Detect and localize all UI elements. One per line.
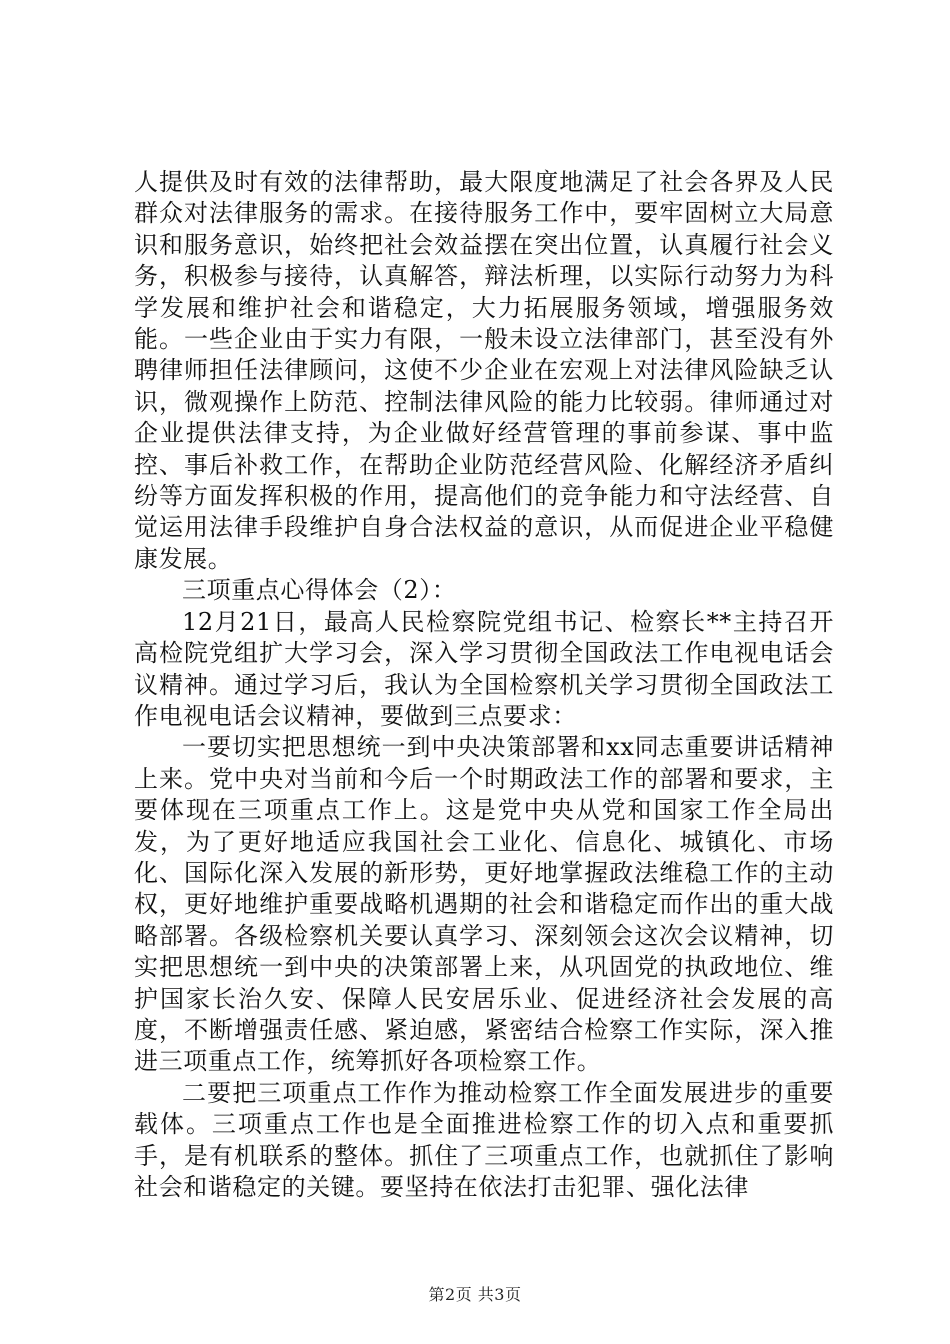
paragraph-requirement-two: 二要把三项重点工作作为推动检察工作全面发展进步的重要载体。三项重点工作也是全面推进检察工作的切入点和重要抓手，是有机联系的整体。抓住了三项重点工作，也就抓住了影响社会和谐稳定的关键。要坚持在依法打击犯罪、强化法律: [134, 1078, 834, 1201]
paragraph-heading-reflection-2: 三项重点心得体会（2）：: [182, 576, 457, 605]
page-number-footer: 第2页 共3页: [428, 1285, 522, 1304]
document-body: [134, 167, 834, 1203]
paragraph-legal-services: 人提供及时有效的法律帮助，最大限度地满足了社会各界及人民群众对法律服务的需求。在接待服务工作中，要牢固树立大局意识和服务意识，始终把社会效益摆在突出位置，认真履行社会义务，积极参与接待，认真解答，辩法析理，以实际行动努力为科学发展和维护社会和谐稳定，大力拓展服务领域，增强服务效能。一些企业由于实力有限，一般未设立法律部门，甚至没有外聘律师担任法律顾问，这使不少企业在宏观上对法律风险缺乏认识，微观操作上防范、控制法律风险的能力比较弱。律师通过对企业提供法律支持，为企业做好经营管理的事前参谋、事中监控、事后补救工作，在帮助企业防范经营风险、化解经济矛盾纠纷等方面发挥积极的作用，提高他们的竞争能力和守法经营、自觉运用法律手段维护自身合法权益的意识，从而促进企业平稳健康发展。: [134, 168, 834, 573]
paragraph-requirement-one: 一要切实把思想统一到中央决策部署和xx同志重要讲话精神上来。党中央对当前和今后一个时期政法工作的部署和要求，主要体现在三项重点工作上。这是党中央从党和国家工作全局出发，为了更好地适应我国社会工业化、信息化、城镇化、市场化、国际化深入发展的新形势，更好地掌握政法维稳工作的主动权，更好地维护重要战略机遇期的社会和谐稳定而作出的重大战略部署。各级检察机关要认真学习、深刻领会这次会议精神，切实把思想统一到中央的决策部署上来，从巩固党的执政地位、维护国家长治久安、保障人民安居乐业、促进经济社会发展的高度，不断增强责任感、紧迫感，紧密结合检察工作实际，深入推进三项重点工作，统筹抓好各项检察工作。: [134, 733, 834, 1076]
paragraph-study-meeting: 12月21日，最高人民检察院党组书记、检察长**主持召开高检院党组扩大学习会，深入学习贯彻全国政法工作电视电话会议精神。通过学习后，我认为全国检察机关学习贯彻全国政法工作电视电话会议精神，要做到三点要求：: [134, 607, 834, 730]
